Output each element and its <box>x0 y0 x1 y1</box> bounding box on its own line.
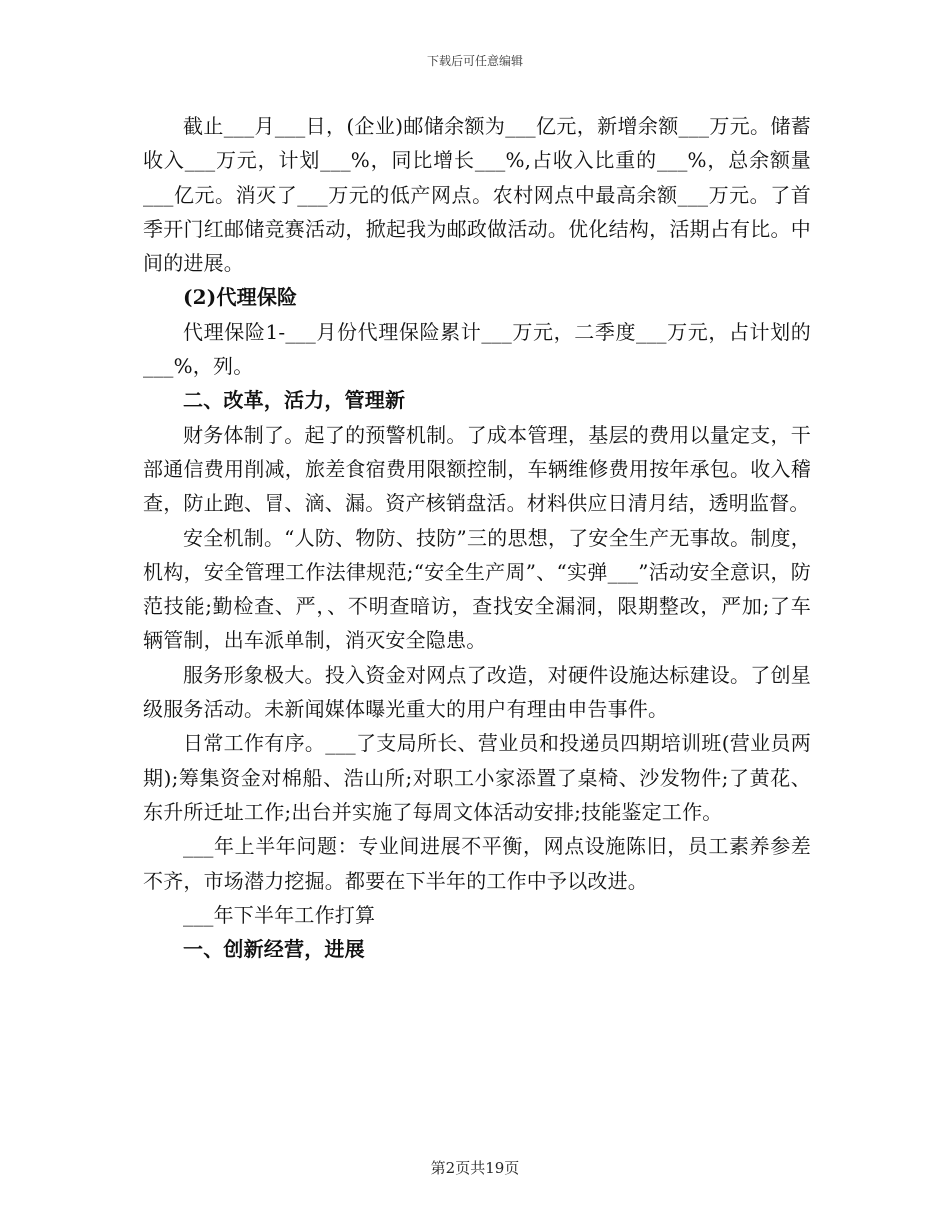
paragraph-problems: ___年上半年问题：专业间进展不平衡，网点设施陈旧，员工素养参差不齐，市场潜力挖掘。都要在下半年的工作中予以改进。 <box>143 834 811 893</box>
paragraph-daily-work: 日常工作有序。___了支局所长、营业员和投递员四期培训班(营业员两期);筹集资金对棉船、浩山所;对职工小家添置了桌椅、沙发物件;了黄花、东升所迁址工作;出台并实施了每周文体活动安排;技能鉴定工作。 <box>143 731 811 824</box>
paragraph-service: 服务形象极大。投入资金对网点了改造，对硬件设施达标建设。了创星级服务活动。未新闻媒体曝光重大的用户有理由申告事件。 <box>143 662 811 722</box>
paragraph-savings-summary: 截止___月___日，(企业)邮储余额为___亿元，新增余额___万元。储蓄收入___万元，计划___%，同比增长___%,占收入比重的___%，总余额量___亿元。消灭了___万元的低产网点。农村网点中最高余额___万元。了首季开门红邮储竞赛活动，掀起我为邮政做活动。优化结构，活期占有比。中间的进展。 <box>143 114 811 276</box>
document-body <box>143 109 811 966</box>
paragraph-plan-title: ___年下半年工作打算 <box>183 902 376 927</box>
paragraph-insurance: 代理保险1-___月份代理保险累计___万元，二季度___万元，占计划的___%，列。 <box>143 319 811 379</box>
page-number: 第2页共19页 <box>430 1159 520 1177</box>
section-heading-insurance: (2)代理保险 <box>183 285 298 310</box>
section-heading-innovation: 一、创新经营，进展 <box>183 937 365 962</box>
section-heading-reform: 二、改革，活力，管理新 <box>183 388 406 413</box>
paragraph-finance: 财务体制了。起了的预警机制。了成本管理，基层的费用以量定支，干部通信费用削减，旅差食宿费用限额控制，车辆维修费用按年承包。收入稽查，防止跑、冒、滴、漏。资产核销盘活。材料供应日清月结，透明监督。 <box>143 422 811 516</box>
paragraph-safety: 安全机制。“人防、物防、技防”三的思想，了安全生产无事故。制度，机构，安全管理工作法律规范;“安全生产周”、“实弹___”活动安全意识，防范技能;勤检查、严，、不明查暗访，查找安全漏洞，限期整改，严加;了车辆管制，出车派单制，消灭安全隐患。 <box>143 525 811 653</box>
page-header: 下载后可任意编辑 <box>426 54 523 68</box>
